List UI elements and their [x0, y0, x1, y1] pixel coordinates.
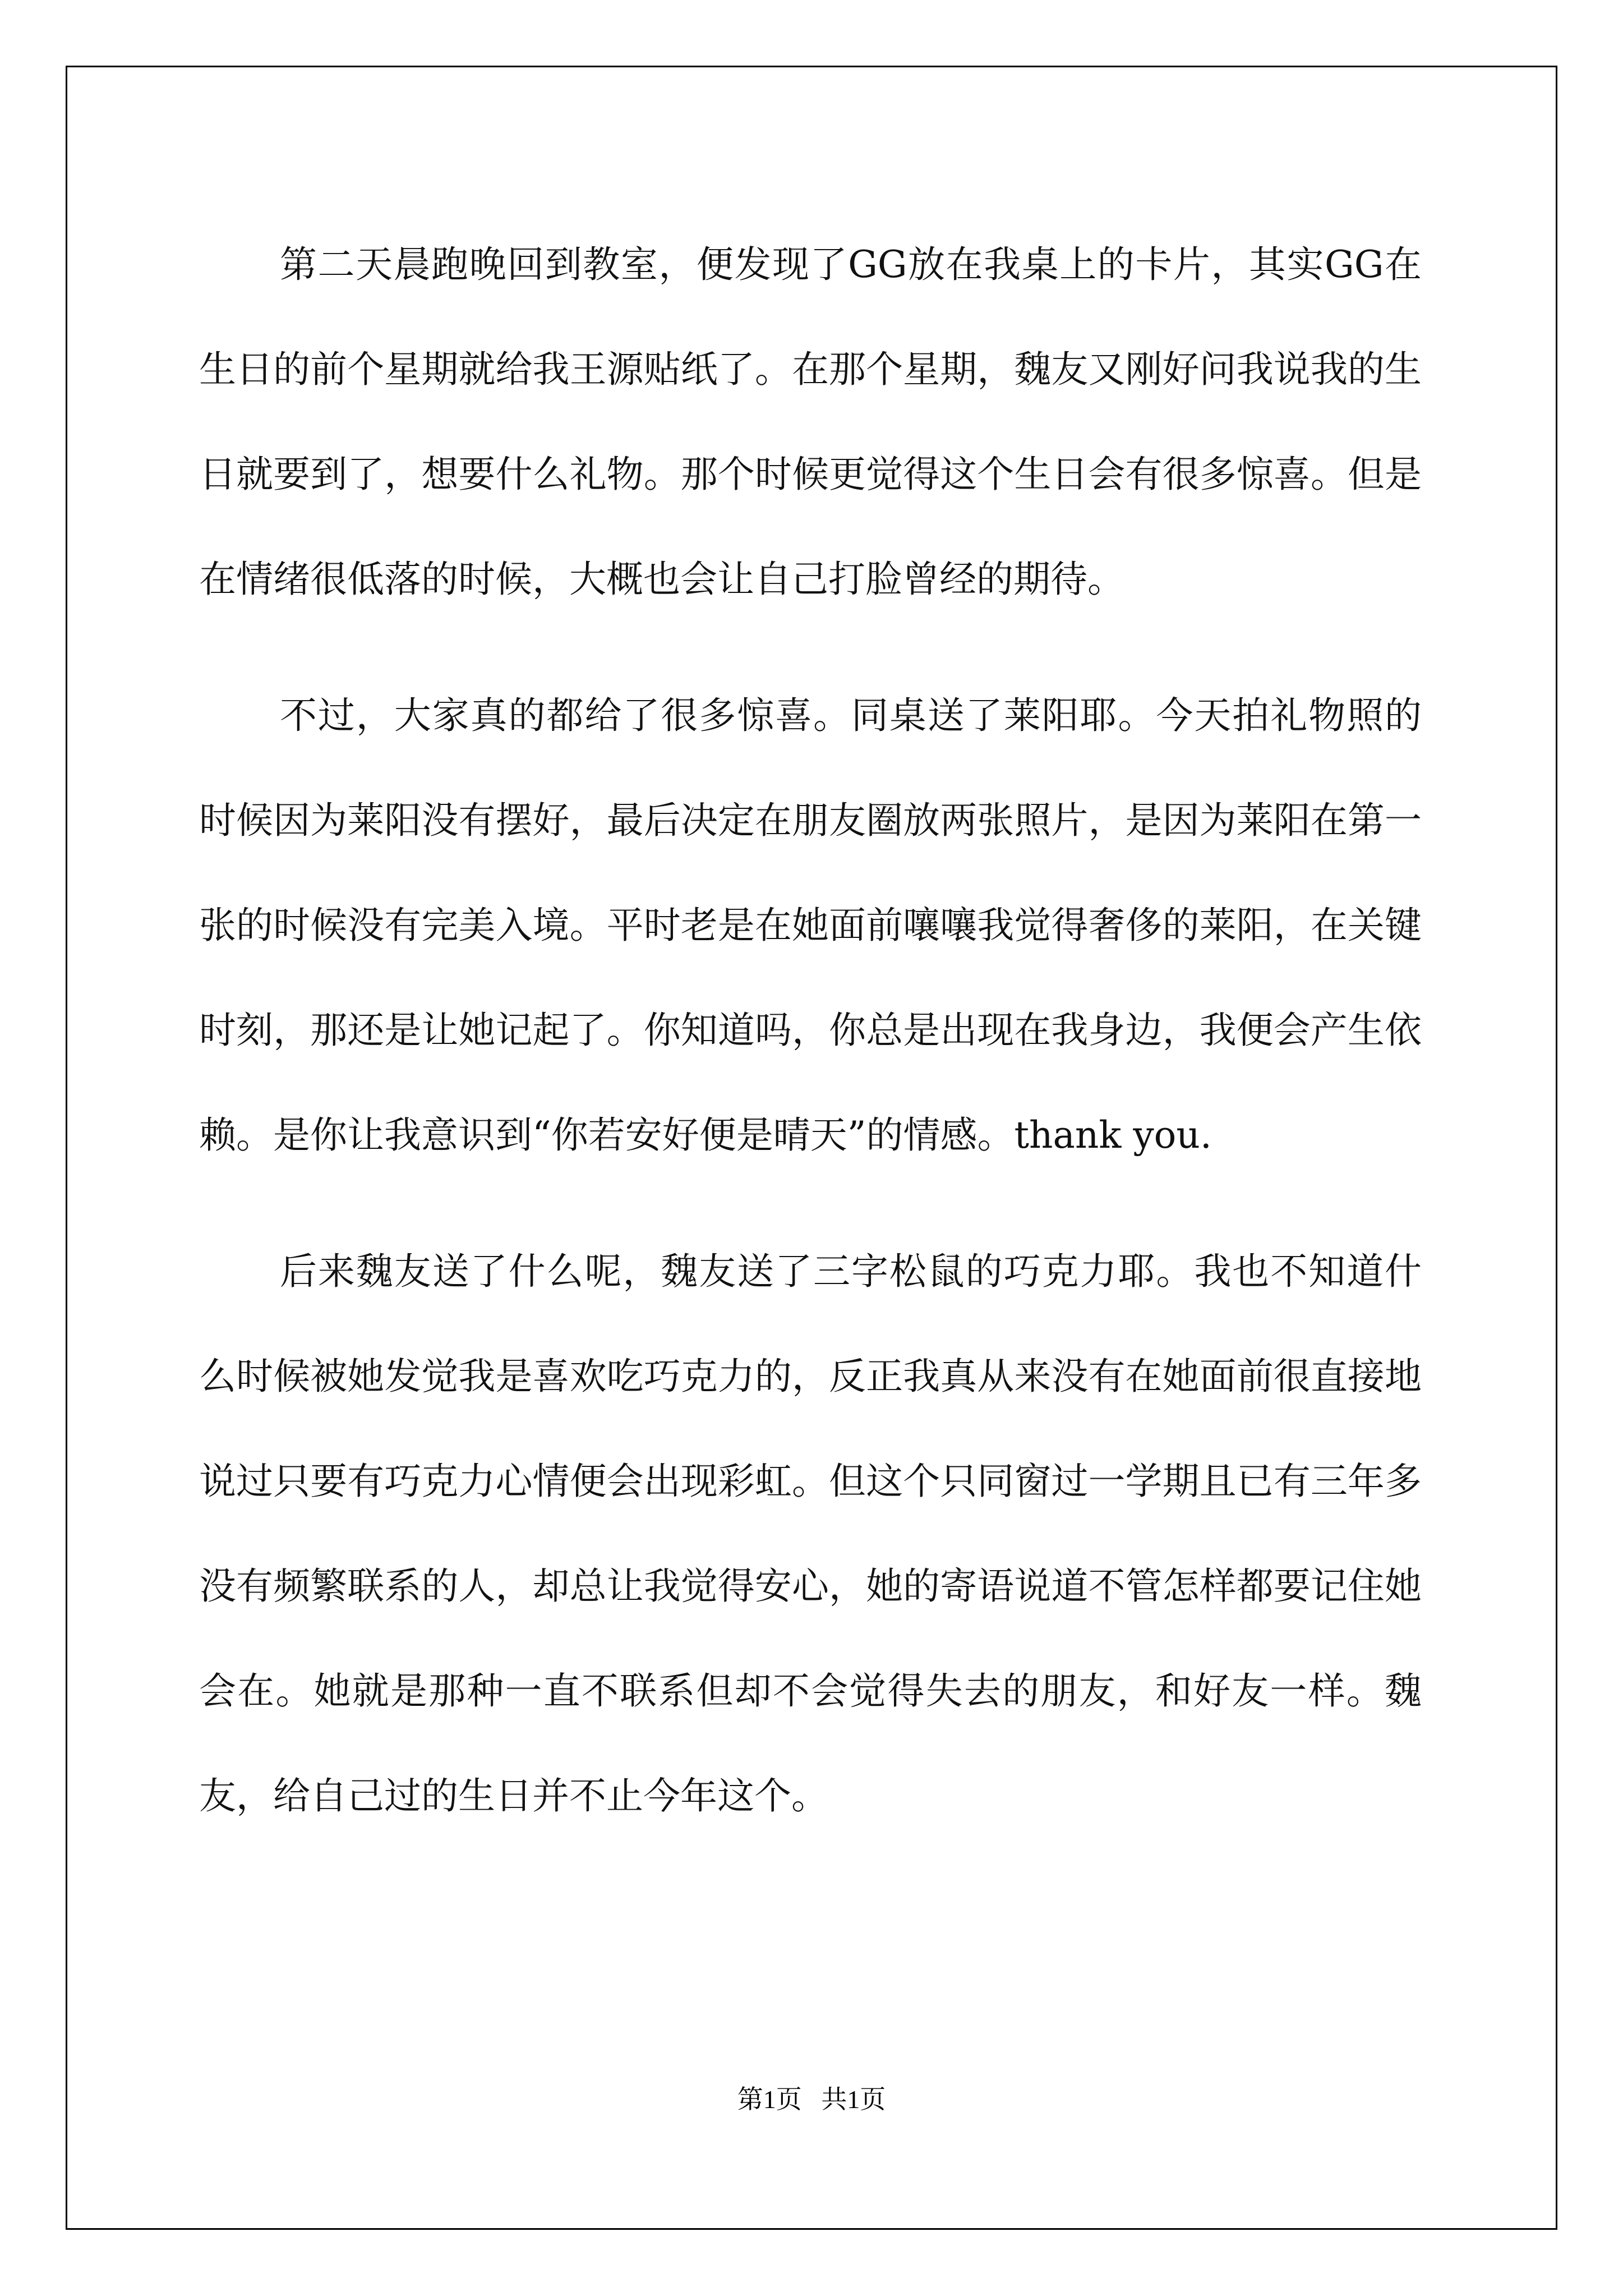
- document-body: [199, 212, 1422, 1880]
- page-number-footer: 第1页 共1页: [737, 2085, 886, 2114]
- paragraph-2: 不过，大家真的都给了很多惊喜。同桌送了莱阳耶。今天拍礼物照的时候因为莱阳没有摆好，最后决定在朋友圈放两张照片，是因为莱阳在第一张的时候没有完美入境。平时老是在她面前嚷嚷我觉得奢侈的莱阳，在关键时刻，那还是让她记起了。你知道吗，你总是出现在我身边，我便会产生依赖。是你让我意识到“你若安好便是晴天”的情感。thank you.: [199, 694, 1422, 1157]
- paragraph-1: 第二天晨跑晚回到教室，便发现了GG放在我桌上的卡片，其实GG在生日的前个星期就给我王源贴纸了。在那个星期，魏友又刚好问我说我的生日就要到了，想要什么礼物。那个时候更觉得这个生日会有很多惊喜。但是在情绪很低落的时候，大概也会让自己打脸曾经的期待。: [199, 243, 1422, 601]
- paragraph-3: 后来魏友送了什么呢，魏友送了三字松鼠的巧克力耶。我也不知道什么时候被她发觉我是喜欢吃巧克力的，反正我真从来没有在她面前很直接地说过只要有巧克力心情便会出现彩虹。但这个只同窗过一学期且已有三年多没有频繁联系的人，却总让我觉得安心，她的寄语说道不管怎样都要记住她会在。她就是那种一直不联系但却不会觉得失去的朋友，和好友一样。魏友，给自己过的生日并不止今年这个。: [199, 1250, 1422, 1818]
